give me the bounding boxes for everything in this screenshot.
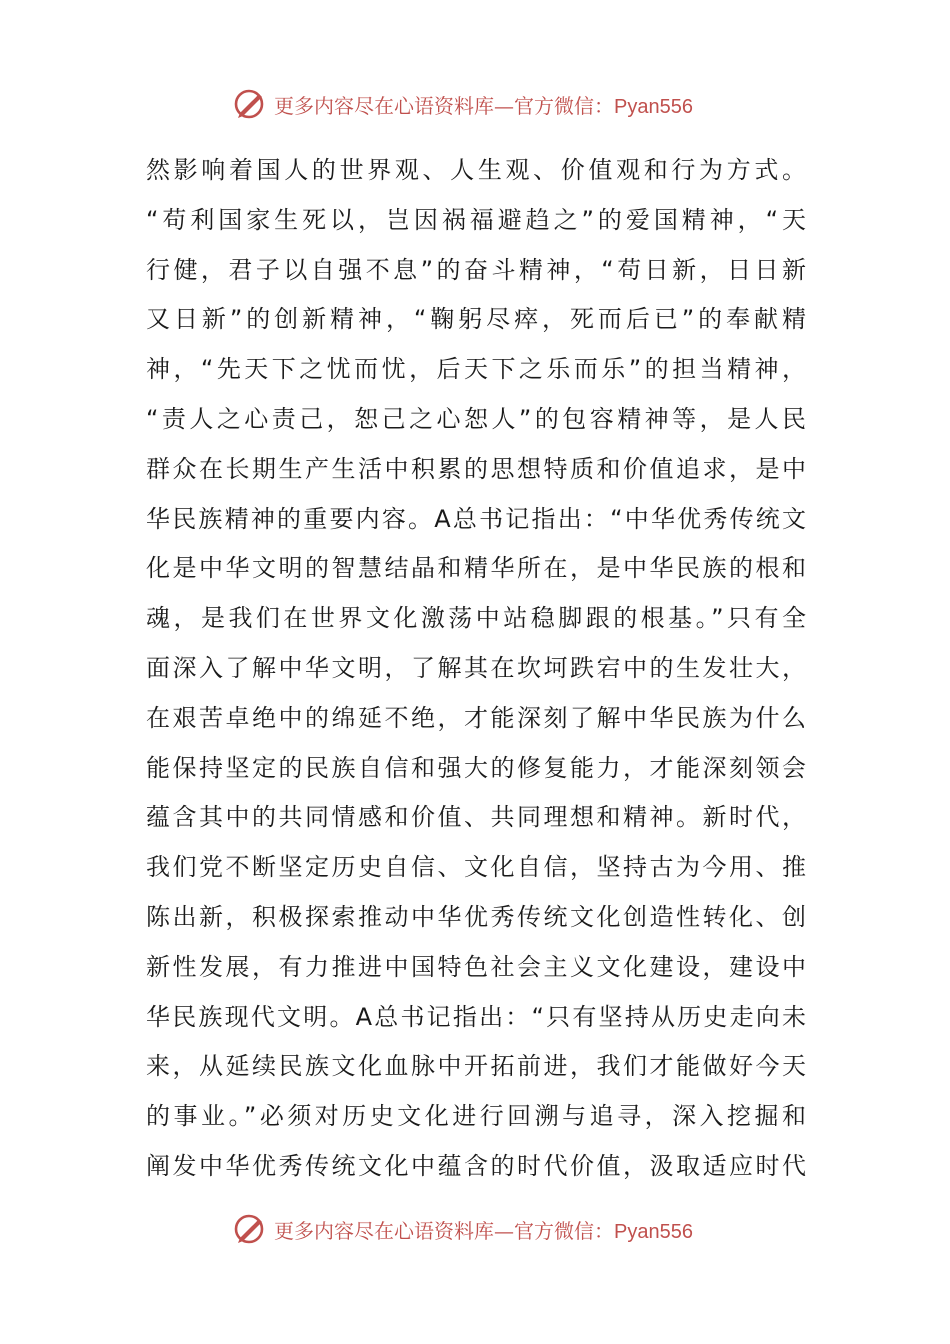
text-line: 行健，君子以自强不息”的奋斗精神，“苟日新，日日新 xyxy=(146,255,806,284)
header-wechat-id: Pyan556 xyxy=(614,95,693,118)
text-line: 陈出新，积极探索推动中华优秀传统文化创造性转化、创 xyxy=(146,902,806,931)
footer-banner-text: 更多内容尽在心语资料库—官方微信：Pyan556 xyxy=(274,1218,693,1243)
text-line: 能保持坚定的民族自信和强大的修复能力，才能深刻领会 xyxy=(146,753,806,782)
text-line: 的事业。”必须对历史文化进行回溯与追寻，深入挖掘和 xyxy=(146,1102,806,1131)
text-line: 蕴含其中的共同情感和价值、共同理想和精神。新时代， xyxy=(146,803,806,832)
footer-wechat-id: Pyan556 xyxy=(614,1220,693,1243)
text-line: 面深入了解中华文明，了解其在坎坷跌宕中的生发壮大， xyxy=(146,653,806,682)
text-line: 然影响着国人的世界观、人生观、价值观和行为方式。 xyxy=(146,156,806,184)
pen-logo-icon xyxy=(232,1211,268,1247)
text-line: “苟利国家生死以，岂因祸福避趋之”的爱国精神，“天 xyxy=(146,205,806,234)
text-line: 我们党不断坚定历史自信、文化自信，坚持古为今用、推 xyxy=(146,853,806,882)
text-line: 群众在长期生产生活中积累的思想特质和价值追求，是中 xyxy=(146,454,806,483)
header-banner xyxy=(232,84,732,124)
text-line: 新性发展，有力推进中国特色社会主义文化建设，建设中 xyxy=(146,952,806,981)
pen-logo-icon xyxy=(232,86,268,122)
document-body xyxy=(146,146,806,1192)
text-line: 华民族现代文明。A总书记指出：“只有坚持从历史走向未 xyxy=(146,1002,806,1031)
text-line: 阐发中华优秀传统文化中蕴含的时代价值，汲取适应时代 xyxy=(146,1151,806,1180)
text-line: 在艰苦卓绝中的绵延不绝，才能深刻了解中华民族为什么 xyxy=(146,703,806,732)
footer-banner xyxy=(232,1209,732,1249)
text-line: “责人之心责己，恕己之心恕人”的包容精神等，是人民 xyxy=(146,404,806,433)
text-line: 神，“先天下之忧而忧，后天下之乐而乐”的担当精神， xyxy=(146,355,806,384)
header-banner-text: 更多内容尽在心语资料库—官方微信：Pyan556 xyxy=(274,93,693,118)
text-line: 来，从延续民族文化血脉中开拓前进，我们才能做好今天 xyxy=(146,1052,806,1081)
text-line: 又日新”的创新精神，“鞠躬尽瘁，死而后已”的奉献精 xyxy=(146,305,806,334)
text-line: 魂，是我们在世界文化激荡中站稳脚跟的根基。”只有全 xyxy=(146,604,806,633)
text-line: 华民族精神的重要内容。A总书记指出：“中华优秀传统文 xyxy=(146,504,806,533)
text-line: 化是中华文明的智慧结晶和精华所在，是中华民族的根和 xyxy=(146,554,806,583)
